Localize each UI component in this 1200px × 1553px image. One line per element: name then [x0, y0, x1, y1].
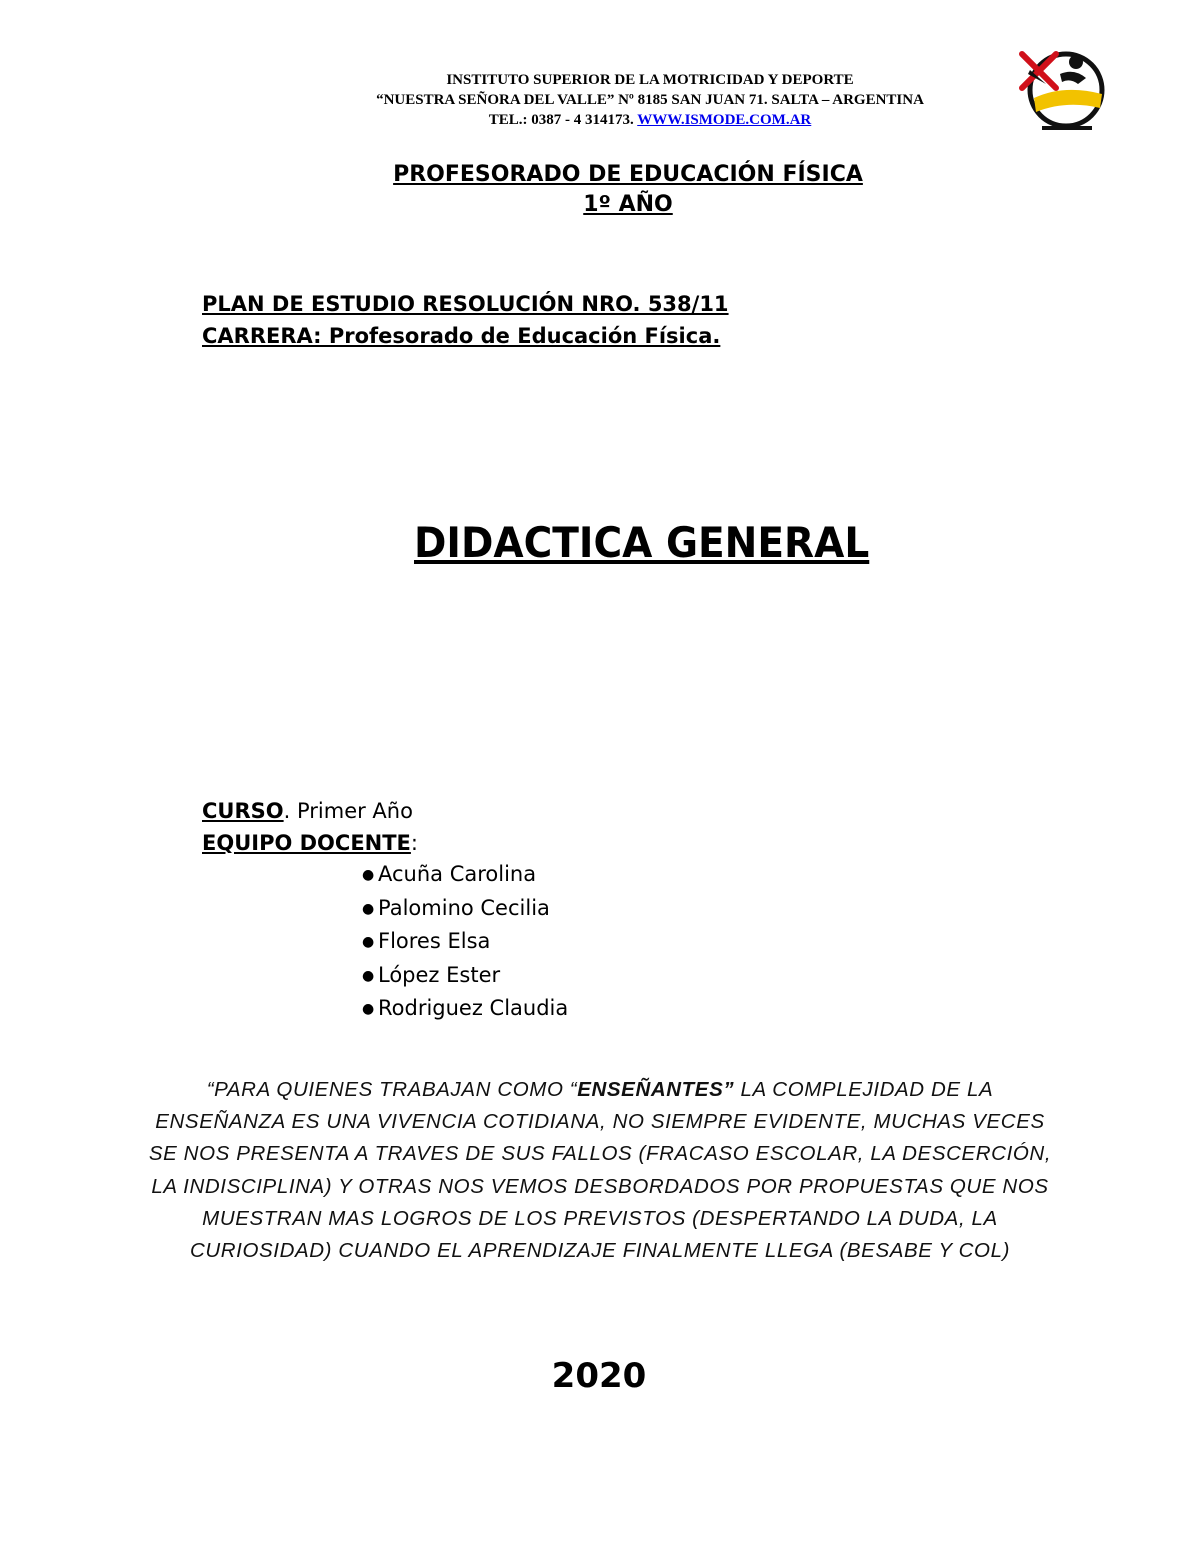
list-item	[362, 925, 568, 959]
bullet-icon: ●	[362, 934, 375, 950]
teacher-name: Acuña Carolina	[378, 862, 537, 886]
document-year: 2020	[551, 1356, 647, 1396]
bullet-icon: ●	[362, 867, 375, 883]
logo-yellow-band	[1034, 90, 1102, 112]
plan-career: CARRERA: Profesorado de Educación Física.	[202, 324, 721, 348]
bullet-icon: ●	[362, 967, 375, 984]
program-year: 1º AÑO	[583, 192, 673, 217]
plan-resolution: PLAN DE ESTUDIO RESOLUCIÓN NRO. 538/11	[202, 292, 729, 316]
team-label: EQUIPO DOCENTE	[202, 831, 411, 855]
list-item	[362, 959, 568, 993]
plan-block	[202, 288, 729, 352]
program-heading	[0, 160, 1200, 220]
teacher-name: López Ester	[378, 962, 501, 987]
logo-figure-head	[1069, 55, 1083, 69]
institution-logo	[1016, 44, 1108, 136]
subject-title: DIDACTICA GENERAL	[414, 518, 870, 567]
list-item	[362, 992, 568, 1026]
logo-red-cross	[1022, 54, 1056, 88]
teacher-name: Flores Elsa	[378, 929, 491, 953]
quote-part-1: “PARA QUIENES TRABAJAN COMO “	[206, 1078, 578, 1101]
logo-figure-body	[1060, 72, 1086, 84]
quote-part-2: LA COMPLEJIDAD DE LA ENSEÑANZA ES UNA VIVENCIA COTIDIANA, NO SIEMPRE EVIDENTE, MUCHAS VECES SE NOS PRESENTA A TRAVES DE SUS FALLOS (FRACASO ESCOLAR, LA DESCERCIÓN, LA INDISCIPLINA) Y OTRAS NOS VEMOS DESBORDADOS POR PROPUESTAS QUE NOS MUESTRAN MAS LOGROS DE LOS PREVISTOS (DESPERTANDO LA DUDA, LA CURIOSIDAD) CUANDO EL APRENDIZAJE FINALMENTE LLEGA (BESABE Y COL)	[148, 1078, 1052, 1263]
teacher-name: Palomino Cecilia	[378, 895, 550, 920]
quote-highlight: ENSEÑANTES”	[577, 1078, 735, 1101]
bullet-icon: ●	[362, 900, 375, 917]
course-block	[202, 795, 418, 859]
program-title: PROFESORADO DE EDUCACIÓN FÍSICA	[393, 162, 863, 187]
course-value: . Primer Año	[283, 799, 413, 823]
list-item	[362, 858, 568, 892]
quote-paragraph	[140, 1074, 1060, 1267]
team-line	[202, 827, 418, 859]
institution-address: “NUESTRA SEÑORA DEL VALLE” Nº 8185 SAN JUAN 71. SALTA – ARGENTINA	[376, 92, 924, 108]
course-label: CURSO	[202, 799, 284, 823]
teacher-list	[362, 858, 568, 1026]
institution-phone: TEL.: 0387 - 4 314173.	[488, 112, 638, 128]
list-item	[362, 892, 568, 926]
logo-caption	[1042, 126, 1092, 130]
course-line	[202, 795, 418, 827]
teacher-name: Rodriguez Claudia	[378, 996, 569, 1020]
team-suffix: :	[410, 831, 418, 855]
institution-name: INSTITUTO SUPERIOR DE LA MOTRICIDAD Y DEPORTE	[446, 72, 854, 88]
bullet-icon: ●	[362, 1001, 375, 1017]
website-link[interactable]: WWW.ISMODE.COM.AR	[637, 112, 812, 128]
